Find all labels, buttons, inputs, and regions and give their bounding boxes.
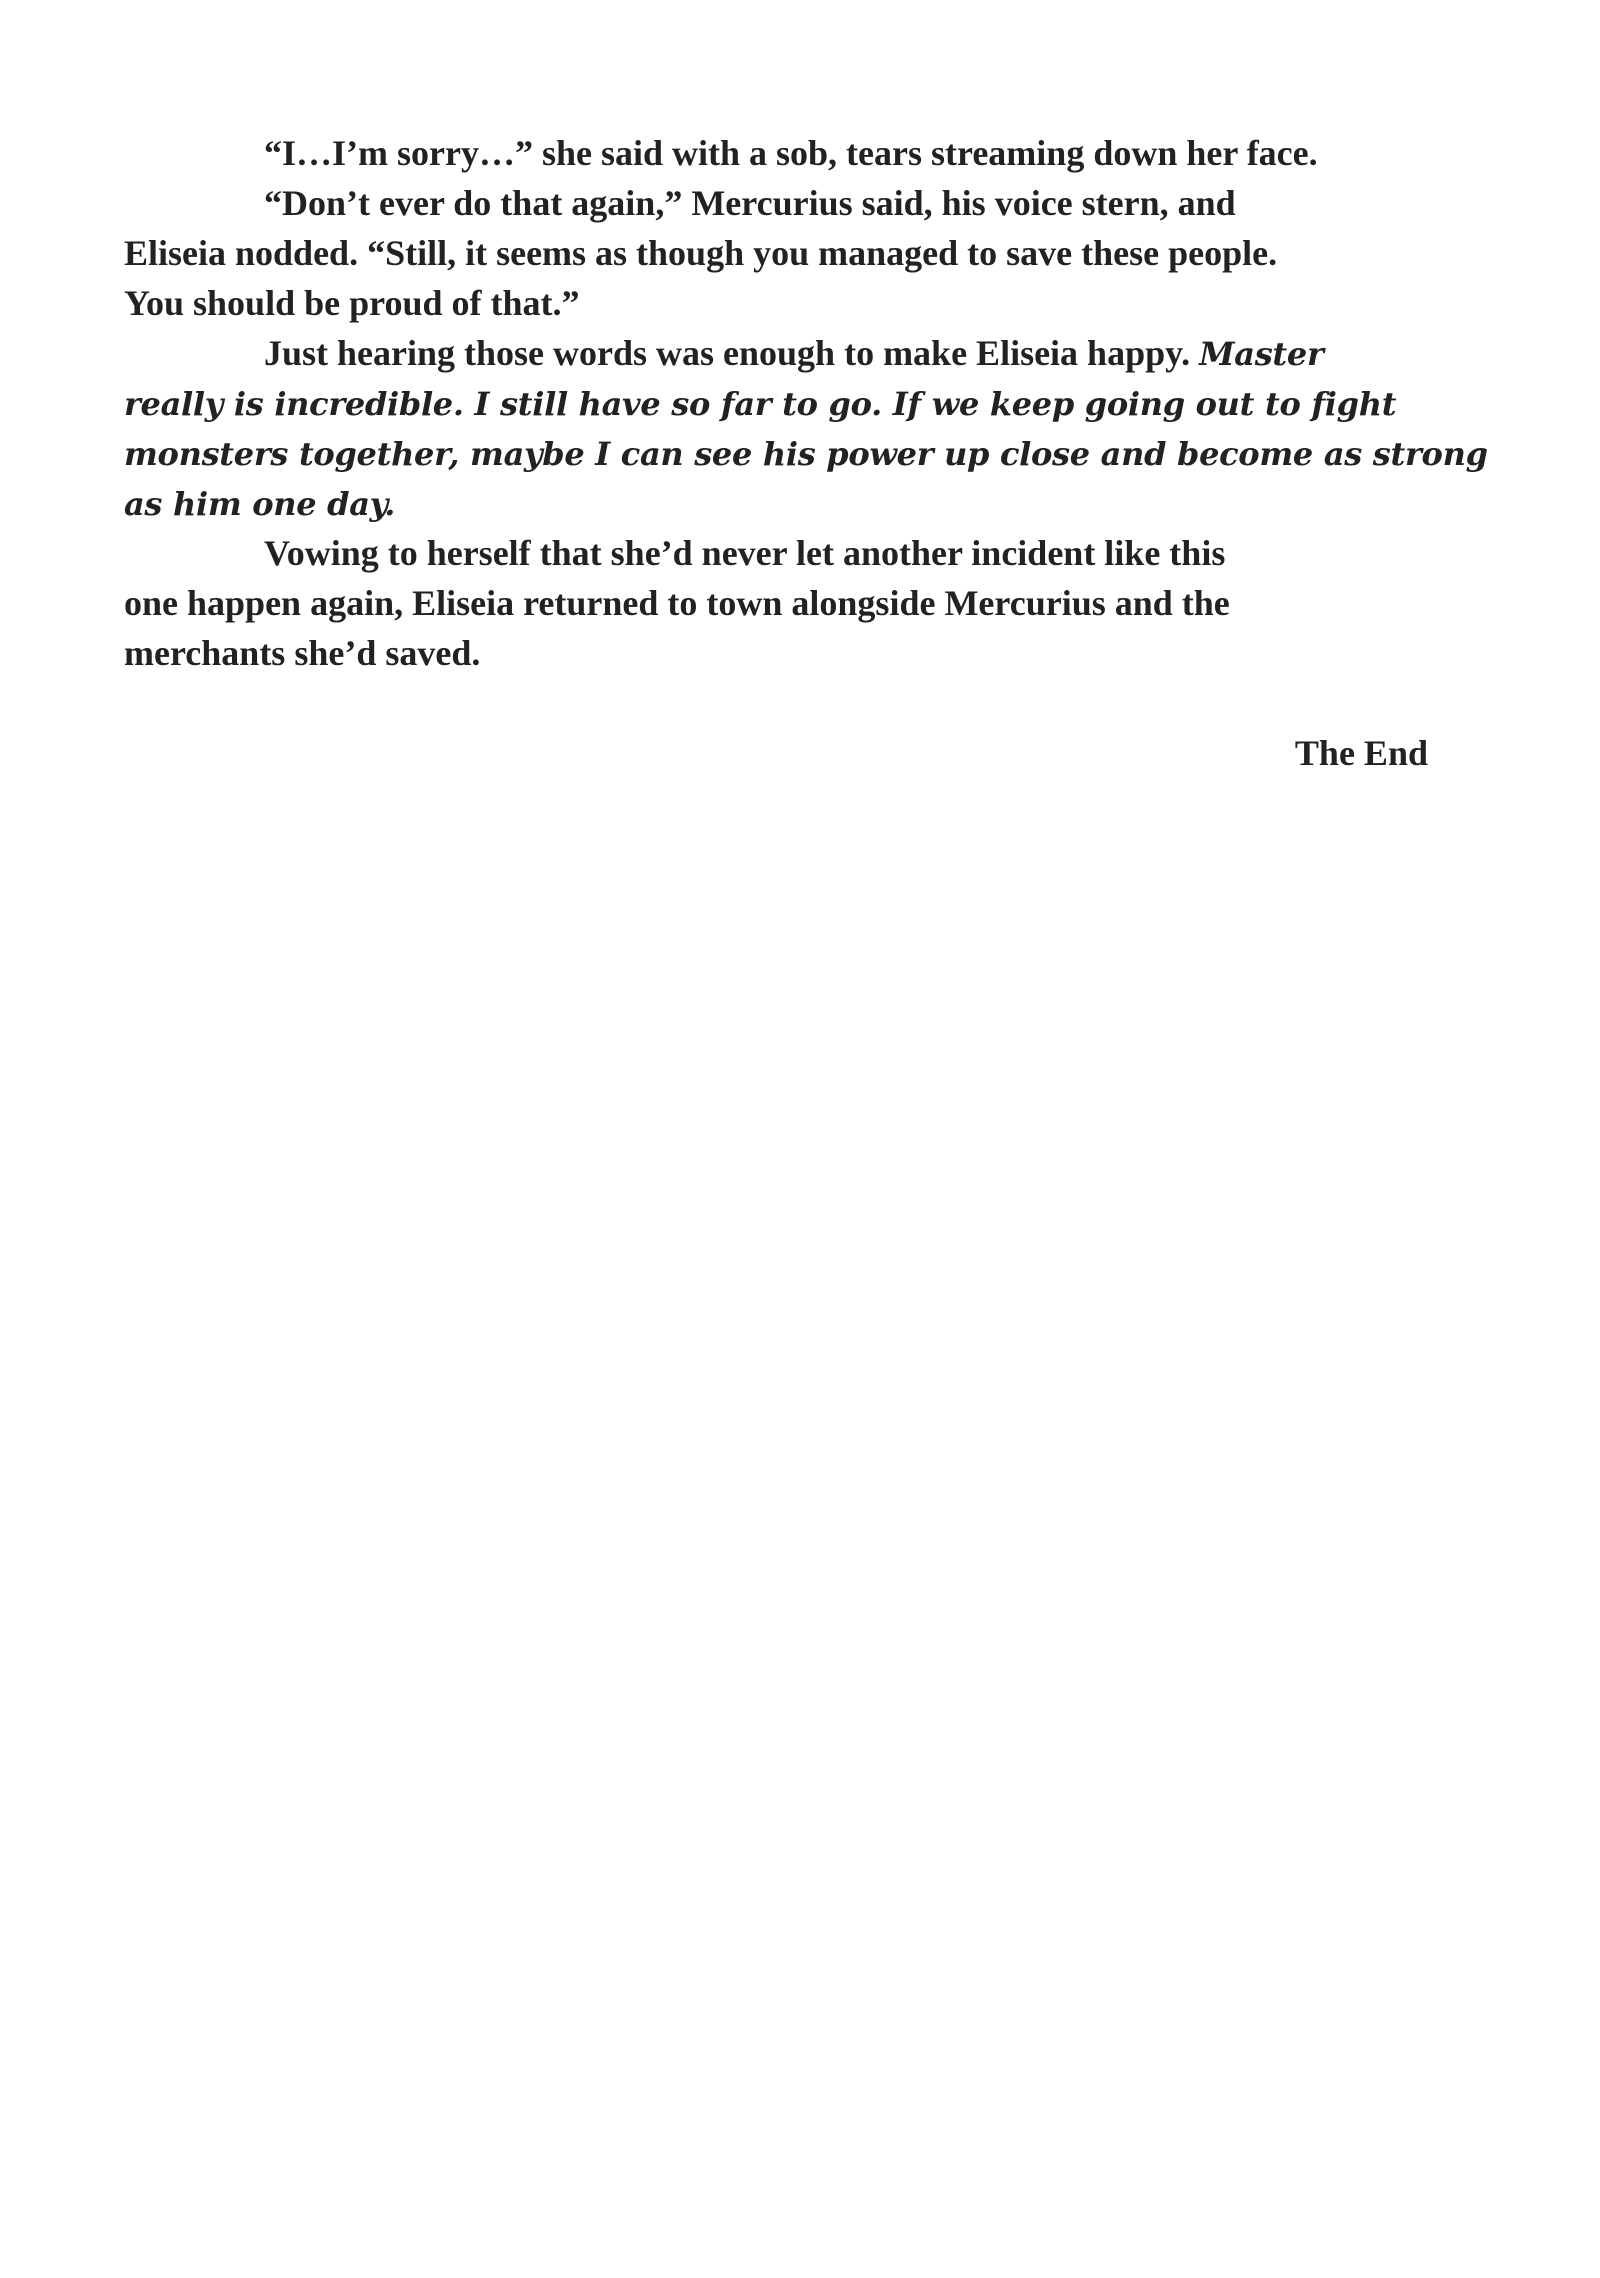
text-line [124, 228, 1424, 278]
text-line [124, 328, 1424, 378]
line-text: Eliseia nodded. “Still, it seems as though you managed to save these people. [124, 233, 1278, 273]
text-line [124, 128, 1424, 178]
line-text: “Don’t ever do that again,” Mercurius said, his voice stern, and [264, 183, 1236, 223]
text-line [124, 528, 1424, 578]
line-text: “I…I’m sorry…” she said with a sob, tears streaming down her face. [264, 133, 1318, 173]
text-line [124, 278, 1424, 328]
text-line [124, 428, 1488, 478]
line-text: Vowing to herself that she’d never let another incident like this [264, 533, 1226, 573]
text-line [124, 478, 1424, 528]
line-text: You should be proud of that.” [124, 283, 580, 323]
the-end-label: The End [1294, 733, 1428, 773]
inner-thought-text: really is incredible. I still have so far to go. If we keep going out to fight [124, 385, 1397, 423]
text-line [124, 628, 1424, 678]
inner-thought-text: monsters together, maybe I can see his power up close and become as strong [124, 435, 1488, 473]
story-text [124, 128, 1488, 678]
text-line [124, 578, 1424, 628]
text-line [124, 178, 1424, 228]
line-text: Just hearing those words was enough to make Eliseia happy. [264, 333, 1200, 373]
inner-thought-text: as him one day. [124, 485, 396, 523]
inner-thought-text: Master [1199, 335, 1324, 373]
line-text: one happen again, Eliseia returned to town alongside Mercurius and the [124, 583, 1230, 623]
text-line [124, 378, 1424, 428]
line-text: merchants she’d saved. [124, 633, 481, 673]
